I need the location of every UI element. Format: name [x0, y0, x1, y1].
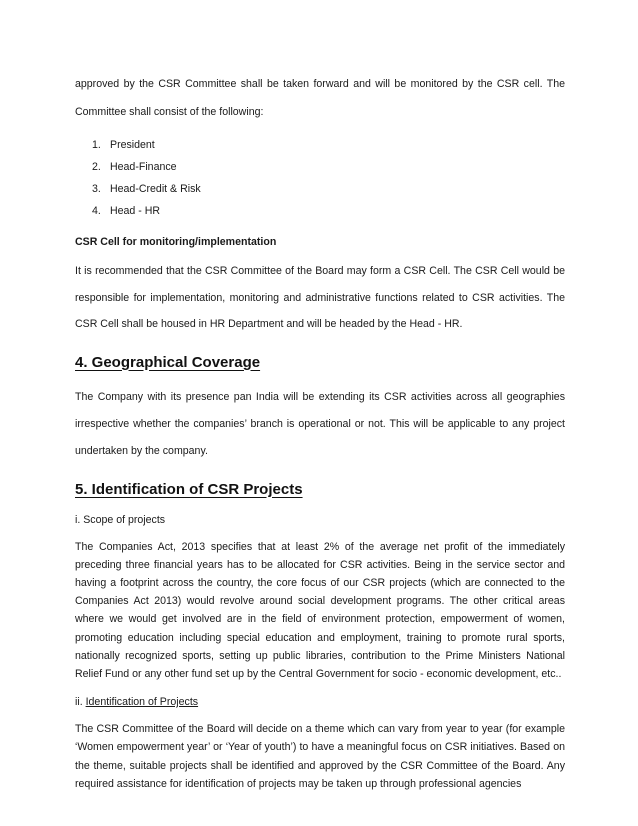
geographical-coverage-paragraph: The Company with its presence pan India will be extending its CSR activities across all geographies irrespective whether the companies’ branch is operational or not. This will be applicable to any project undertaken by the company. [75, 390, 565, 457]
list-item [75, 156, 565, 178]
scope-paragraph: The Companies Act, 2013 specifies that at least 2% of the average net profit of the immediately preceding three financial years has to be allocated for CSR activities. Being in the service sector and having a footprint across the country, the core focus of our CSR projects (which are connected to the Companies Act 2013) would revolve around social development programs. The other critical areas where we would get involved are in the field of environment protection, empowerment of women, promoting education including special education and employment, training to promote rural sports, nationally recognized sports, setting up public libraries, contribution to the Prime Ministers National Relief Fund or any other fund set up by the Central Government for socio - economic development, etc.. [75, 540, 565, 680]
list-number: 4. [92, 205, 101, 217]
list-label: Head-Credit & Risk [110, 183, 201, 195]
list-number: 2. [92, 161, 101, 173]
list-item [75, 200, 565, 222]
identification-prefix: ii. [75, 696, 86, 709]
list-item [75, 134, 565, 156]
committee-list [75, 134, 565, 222]
csr-cell-heading: CSR Cell for monitoring/implementation [75, 236, 277, 248]
scope-heading: i. Scope of projects [75, 513, 166, 526]
list-label: Head - HR [110, 205, 161, 217]
list-item [75, 178, 565, 200]
list-number: 1. [92, 139, 101, 151]
section-5-heading: 5. Identification of CSR Projects [75, 480, 303, 498]
identification-heading-text: Identification of Projects [85, 696, 199, 709]
intro-paragraph: approved by the CSR Committee shall be taken forward and will be monitored by the CSR cell. The Committee shall consist of the following: [75, 78, 565, 118]
identification-paragraph: The CSR Committee of the Board will decide on a theme which can vary from year to year (for example ‘Women empowerment year’ or ‘Year of youth’) to have a meaningful focus on CSR initiatives. Based on the theme, suitable projects shall be identified and approved by the CSR Committee of the Board. Any required assistance for identification of projects may be taken up through professional agencies [75, 723, 565, 790]
page-content [75, 70, 565, 793]
list-label: Head-Finance [110, 161, 177, 173]
csr-cell-paragraph: It is recommended that the CSR Committee of the Board may form a CSR Cell. The CSR Cell would be responsible for implementation, monitoring and administrative functions related to CSR activities. The CSR Cell shall be housed in HR Department and will be headed by the Head - HR. [75, 265, 565, 330]
section-4-heading: 4. Geographical Coverage [75, 353, 261, 371]
list-label: President [110, 139, 155, 151]
list-number: 3. [92, 183, 101, 195]
identification-heading [75, 693, 565, 711]
